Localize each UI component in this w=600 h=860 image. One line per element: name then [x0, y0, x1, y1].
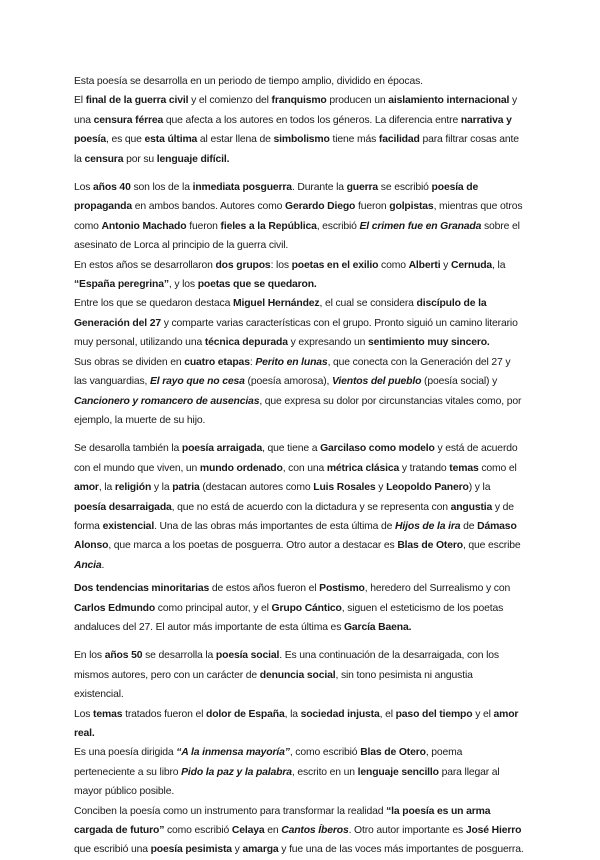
emphasis-text: fieles a la República — [220, 220, 317, 232]
emphasis-text: guerra — [346, 182, 379, 194]
paragraph-postwar-context — [74, 91, 524, 169]
body-text: tiene más — [329, 134, 379, 146]
emphasis-text: años 50 — [104, 650, 143, 662]
body-text: y la — [151, 482, 173, 494]
emphasis-text: poesía de propaganda — [74, 182, 479, 213]
emphasis-text: cuatro etapas — [184, 356, 250, 368]
paragraph-two-groups — [74, 256, 524, 295]
paragraph-minority-trends — [74, 579, 524, 637]
body-text: como escribió — [164, 825, 232, 837]
body-text: y — [375, 482, 387, 494]
emphasis-text: técnica depurada — [204, 337, 288, 349]
body-text: . Una de las obras más importantes de esta última de — [154, 520, 396, 532]
body-text: y el comienzo del — [188, 95, 272, 107]
emphasis-text: temas — [449, 462, 479, 474]
emphasis-text: Pido la paz y la palabra — [181, 766, 292, 778]
emphasis-text: lenguaje difícil. — [156, 153, 230, 165]
body-text: se escribió — [378, 182, 432, 194]
body-text: , el cual se considera — [319, 298, 417, 310]
body-text: y de forma — [74, 501, 514, 532]
body-text: : los — [270, 259, 292, 271]
paragraph-miguel-hernandez — [74, 294, 524, 352]
body-text: para filtrar cosas ante la — [74, 134, 519, 165]
body-text: fueron — [355, 201, 390, 213]
emphasis-text: inmediata posguerra — [192, 182, 292, 194]
emphasis-text: sociedad injusta — [300, 708, 380, 720]
emphasis-text: final de la guerra civil — [85, 95, 189, 107]
body-text: para llegar al mayor público posible. — [74, 766, 500, 798]
body-text: , la — [492, 259, 506, 271]
emphasis-text: facilidad — [378, 134, 420, 146]
emphasis-text: censura férrea — [93, 114, 164, 126]
emphasis-text: poetas en el exilio — [291, 259, 379, 271]
body-text: como — [378, 259, 409, 271]
body-text: y fue una de las voces más importantes de posguerra. — [278, 844, 524, 856]
emphasis-text: Cernuda — [450, 259, 493, 271]
paragraph-arraigada-desarraigada — [74, 439, 524, 575]
body-text: , que marca a los poetas de posguerra. Otro autor a destacar es — [108, 540, 398, 552]
emphasis-text: poetas que se quedaron. — [197, 279, 317, 291]
emphasis-text: El rayo que no cesa — [150, 376, 245, 388]
body-text: , escrito en un — [291, 766, 358, 778]
body-text: . — [101, 559, 105, 571]
paragraph-intro — [74, 72, 524, 91]
paragraph-fifties — [74, 646, 524, 704]
emphasis-text: Celaya — [231, 825, 265, 837]
emphasis-text: Garcilaso como modelo — [320, 443, 435, 455]
body-text: y tratando — [399, 462, 450, 474]
emphasis-text: Miguel Hernández — [232, 298, 320, 310]
emphasis-text: franquismo — [271, 95, 327, 107]
body-text: , con una — [282, 462, 327, 474]
body-text: y — [440, 259, 451, 271]
emphasis-text: Blas de Otero — [397, 540, 463, 552]
emphasis-text: dos grupos — [215, 259, 271, 271]
body-text: al estar llena de — [197, 134, 274, 146]
body-text: : — [249, 356, 256, 368]
emphasis-text: Hijos de la ira — [395, 520, 461, 532]
body-text: Conciben la poesía como un instrumento para transformar la realidad — [74, 805, 387, 817]
paragraph-celaya-hierro — [74, 802, 524, 860]
body-text: , que expresa su dolor por circunstancias vitales como, por ejemplo, la muerte de su hijo. — [74, 395, 522, 426]
emphasis-text: poesía desarraigada — [74, 501, 172, 513]
body-text: , que escribe — [462, 540, 521, 552]
body-text: por su — [123, 153, 157, 165]
body-text: (destacan autores como — [199, 482, 314, 494]
emphasis-text: Dámaso Alonso — [74, 520, 517, 552]
emphasis-text: lenguaje sencillo — [357, 766, 439, 778]
emphasis-text: poesía arraigada — [181, 443, 263, 455]
emphasis-text: métrica clásica — [326, 462, 400, 474]
emphasis-text: Leopoldo Panero — [386, 482, 469, 494]
body-text: y el — [472, 708, 494, 720]
emphasis-text: paso del tiempo — [395, 708, 473, 720]
body-text: y expresando un — [287, 337, 368, 349]
emphasis-text: Cancionero y romancero de ausencias — [74, 395, 260, 407]
body-text: , la — [284, 708, 301, 720]
emphasis-text: dolor de España — [206, 708, 285, 720]
body-text: se desarrolla la — [142, 650, 216, 662]
body-text: en — [264, 825, 282, 837]
body-text: , escribió — [316, 220, 360, 232]
body-text: Los — [74, 182, 94, 194]
body-text: y comparte varias características con el grupo. Pronto siguió un camino literario muy personal, utilizando una — [74, 317, 518, 349]
emphasis-text: Perito en lunas — [255, 356, 328, 368]
emphasis-text: años 40 — [93, 182, 131, 194]
emphasis-text: “A la inmensa mayoría” — [176, 747, 290, 759]
emphasis-text: El crimen fue en Granada — [359, 220, 482, 232]
emphasis-text: patria — [172, 482, 200, 494]
emphasis-text: García Baena. — [343, 621, 412, 633]
emphasis-text: temas — [93, 708, 123, 720]
body-text: , heredero del Surrealismo y con — [364, 583, 511, 595]
body-text: en ambos bandos. Autores como — [131, 201, 286, 213]
body-text: que afecta a los autores en todos los géneros. La diferencia entre — [163, 114, 461, 126]
body-text: son los de la — [130, 182, 193, 194]
body-text: , sin tono pesimista ni angustia existencial. — [74, 669, 473, 701]
body-text: , es que — [106, 134, 145, 146]
body-text: y — [231, 844, 243, 856]
emphasis-text: poesía pesimista — [150, 844, 232, 856]
emphasis-text: amor — [74, 482, 99, 494]
paragraph-four-stages — [74, 353, 524, 431]
emphasis-text: amor real. — [74, 708, 519, 739]
body-text: . Es una continuación de la desarraigada, con los mismos autores, pero con un carácter de — [74, 650, 499, 681]
emphasis-text: mundo ordenado — [199, 462, 283, 474]
body-text: (poesía social) y — [421, 376, 498, 388]
emphasis-text: esta última — [144, 134, 198, 146]
body-text: tratados fueron el — [122, 708, 206, 720]
body-text: y está de acuerdo con el mundo que viven, un — [74, 443, 518, 474]
body-text: . Durante la — [291, 182, 347, 194]
body-text: producen un — [326, 95, 389, 107]
body-text: y una — [74, 95, 518, 126]
emphasis-text: José Hierro — [465, 825, 522, 837]
body-text: En estos años se desarrollaron — [74, 259, 216, 271]
emphasis-text: Luis Rosales — [313, 482, 376, 494]
emphasis-text: Cantos Íberos — [281, 825, 349, 837]
emphasis-text: “la poesía es un arma cargada de futuro” — [74, 805, 491, 837]
body-text: El — [74, 95, 86, 107]
emphasis-text: Grupo Cántico — [271, 602, 342, 614]
body-text: , poema perteneciente a su libro — [74, 747, 463, 778]
emphasis-text: Carlos Edmundo — [74, 602, 156, 614]
emphasis-text: Antonio Machado — [101, 220, 187, 232]
body-text: , mientras que otros como — [74, 201, 523, 232]
body-text: , el — [379, 708, 396, 720]
body-text: , siguen el esteticismo de los poetas andaluces del 27. El autor más importante de esta última es — [74, 602, 504, 633]
emphasis-text: Ancia — [74, 559, 102, 571]
body-text: . Otro autor importante es — [348, 825, 466, 837]
body-text: , que no está de acuerdo con la dictadura y se representa con — [171, 501, 451, 513]
paragraph-themes — [74, 705, 524, 744]
body-text: (poesía amorosa), — [244, 376, 333, 388]
body-text: En los — [74, 650, 105, 662]
emphasis-text: amarga — [242, 844, 279, 856]
body-text: como principal autor, y el — [155, 602, 272, 614]
body-text: fueron — [186, 220, 221, 232]
body-text: , la — [98, 482, 115, 494]
body-text: Sus obras se dividen en — [74, 356, 185, 368]
emphasis-text: poesía social — [215, 650, 280, 662]
emphasis-text: Dos tendencias minoritarias — [74, 583, 210, 595]
body-text: Se desarolla también la — [74, 443, 182, 455]
paragraph-inmensa-mayoria — [74, 743, 524, 801]
body-text: , como escribió — [289, 747, 361, 759]
body-text: de estos años fueron el — [209, 583, 320, 595]
emphasis-text: Vientos del pueblo — [332, 376, 422, 388]
body-text: Es una poesía dirigida — [74, 747, 177, 759]
emphasis-text: aislamiento internacional — [388, 95, 510, 107]
emphasis-text: censura — [84, 153, 124, 165]
emphasis-text: golpistas — [389, 201, 434, 213]
body-text: , que tiene a — [262, 443, 321, 455]
emphasis-text: religión — [114, 482, 152, 494]
emphasis-text: “España peregrina” — [74, 279, 169, 291]
body-text: ) y la — [468, 482, 491, 494]
body-text: como el — [478, 462, 517, 474]
body-text: Esta poesía se desarrolla en un periodo de tiempo amplio, dividido en épocas. — [74, 76, 423, 87]
emphasis-text: Alberti — [408, 259, 441, 271]
body-text: de — [460, 520, 478, 532]
emphasis-text: simbolismo — [273, 134, 330, 146]
body-text: Los — [74, 708, 94, 720]
body-text: Entre los que se quedaron destaca — [74, 298, 233, 310]
emphasis-text: narrativa y poesía — [74, 114, 512, 146]
emphasis-text: Postismo — [319, 583, 365, 595]
emphasis-text: discípulo de la Generación del 27 — [74, 298, 487, 329]
body-text: sobre el asesinato de Lorca al principio de la guerra civil. — [74, 220, 520, 252]
emphasis-text: existencial — [102, 520, 155, 532]
emphasis-text: Gerardo Diego — [285, 201, 356, 213]
body-text: , que conecta con la Generación del 27 y las vanguardias, — [74, 356, 511, 388]
body-text: , y los — [168, 279, 198, 291]
emphasis-text: angustia — [450, 501, 493, 513]
emphasis-text: Blas de Otero — [360, 747, 426, 759]
emphasis-text: sentimiento muy sincero. — [367, 337, 490, 349]
body-text: que escribió una — [74, 844, 151, 856]
emphasis-text: denuncia social — [259, 669, 336, 681]
paragraph-forties — [74, 178, 524, 256]
